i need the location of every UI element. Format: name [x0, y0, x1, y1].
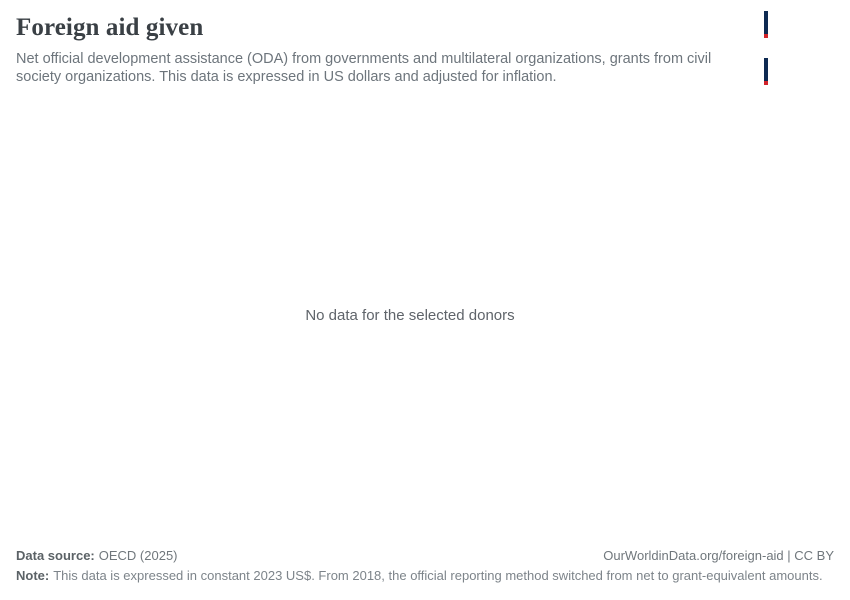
data-source[interactable] [16, 546, 178, 566]
note [16, 566, 834, 586]
data-source-label: Data source: [16, 548, 95, 563]
owid-logo[interactable] [764, 14, 834, 79]
chart-header-text [16, 14, 752, 86]
note-label: Note: [16, 568, 50, 583]
footer-sources-row [16, 546, 834, 566]
chart-title: Foreign aid given [16, 14, 204, 41]
no-data-message: No data for the selected donors [305, 307, 515, 325]
owid-logo-text-line2: in Data [778, 46, 820, 61]
plot-area [0, 86, 850, 546]
chart-header [0, 0, 850, 86]
chart-footer [0, 546, 850, 600]
data-source-value: OECD (2025) [98, 548, 178, 563]
owid-logo-text-line1: Our World [768, 32, 830, 46]
chart-subtitle: Net official development assistance (ODA) from governments and multilateral organizations, grants from civil society organizations. This data is expressed in US dollars and adjusted for inflation. [16, 50, 712, 85]
owid-logo-box [764, 11, 834, 85]
note-text: This data is expressed in constant 2023 US$. From 2018, the official reporting method switched from net to grant-equivalent amounts. [53, 568, 823, 583]
attribution-link[interactable]: OurWorldinData.org/foreign-aid | CC BY [603, 548, 834, 563]
